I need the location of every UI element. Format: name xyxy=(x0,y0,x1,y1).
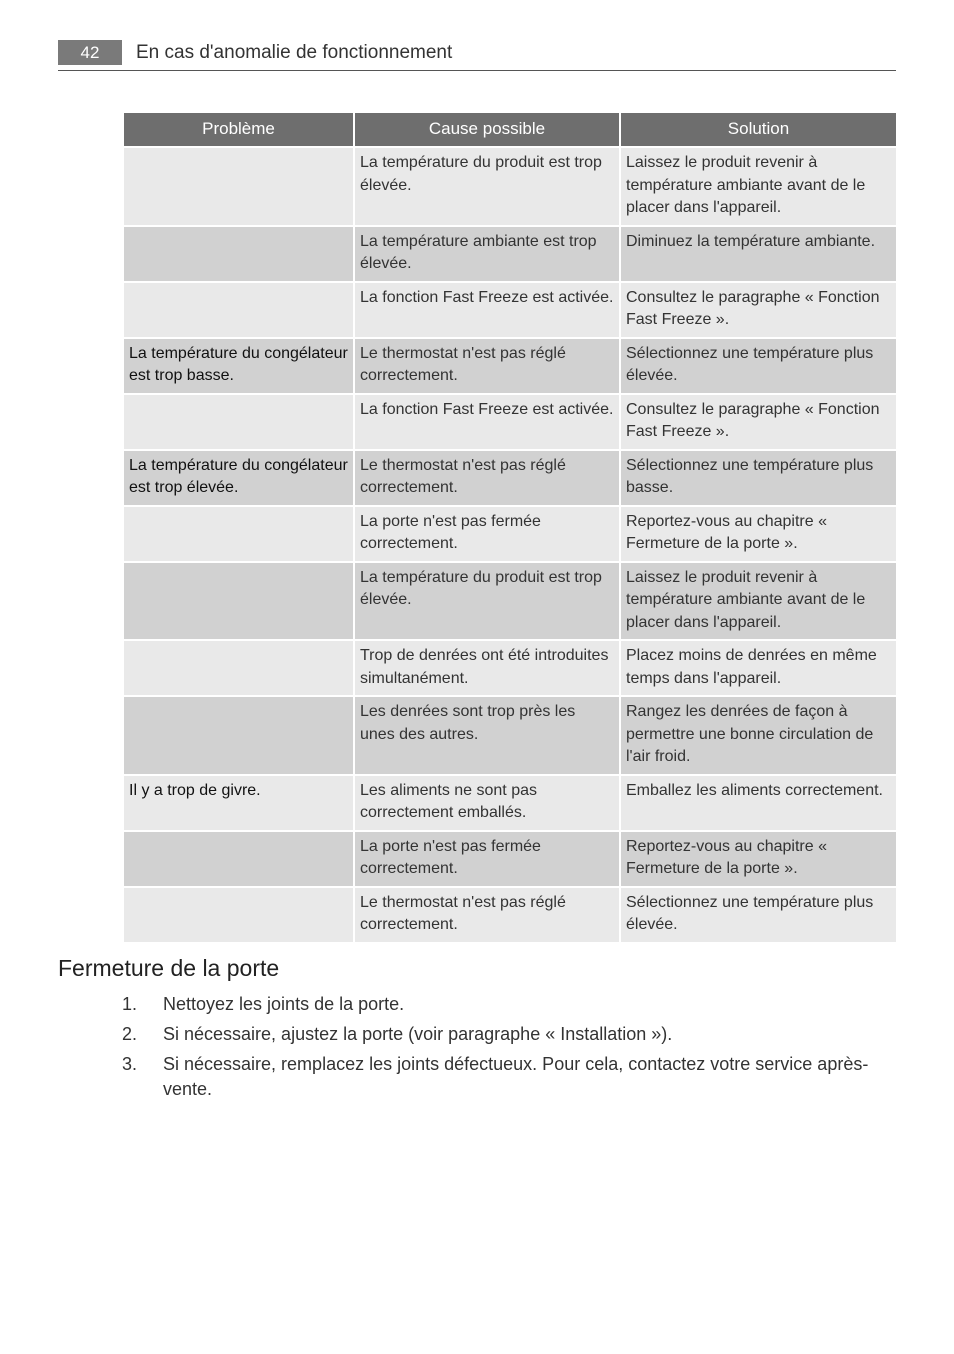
solution-cell: Consultez le paragraphe « Fonction Fast Freeze ». xyxy=(620,394,897,450)
problem-cell xyxy=(123,147,354,226)
cause-cell: La fonction Fast Freeze est activée. xyxy=(354,282,620,338)
cause-cell: Les aliments ne sont pas correctement emballés. xyxy=(354,775,620,831)
cause-cell: Les denrées sont trop près les unes des autres. xyxy=(354,696,620,775)
cause-cell: La température du produit est trop élevée. xyxy=(354,562,620,641)
table-row xyxy=(123,562,897,641)
table-row xyxy=(123,338,897,394)
problem-cell xyxy=(123,282,354,338)
solution-cell: Sélectionnez une température plus élevée. xyxy=(620,887,897,943)
table-row xyxy=(123,450,897,506)
solution-cell: Diminuez la température ambiante. xyxy=(620,226,897,282)
cause-cell: La température ambiante est trop élevée. xyxy=(354,226,620,282)
table-row xyxy=(123,696,897,775)
steps-list xyxy=(122,992,896,1107)
table-row xyxy=(123,506,897,562)
section-heading: Fermeture de la porte xyxy=(58,955,280,981)
problem-cell xyxy=(123,394,354,450)
cause-cell: Le thermostat n'est pas réglé correctement. xyxy=(354,887,620,943)
solution-cell: Placez moins de denrées en même temps dans l'appareil. xyxy=(620,640,897,696)
problem-cell xyxy=(123,640,354,696)
solution-cell: Sélectionnez une température plus basse. xyxy=(620,450,897,506)
table-row xyxy=(123,887,897,943)
table-row xyxy=(123,640,897,696)
page-header xyxy=(58,40,896,71)
table-row xyxy=(123,775,897,831)
cause-cell: La fonction Fast Freeze est activée. xyxy=(354,394,620,450)
page-number: 42 xyxy=(58,40,122,65)
table-row xyxy=(123,226,897,282)
problem-cell xyxy=(123,887,354,943)
solution-cell: Laissez le produit revenir à température ambiante avant de le placer dans l'appareil. xyxy=(620,562,897,641)
cause-cell: La température du produit est trop élevée. xyxy=(354,147,620,226)
troubleshooting-table xyxy=(122,111,898,944)
table-row xyxy=(123,147,897,226)
problem-cell xyxy=(123,226,354,282)
problem-cell: La température du congélateur est trop basse. xyxy=(123,338,354,394)
solution-cell: Emballez les aliments correctement. xyxy=(620,775,897,831)
solution-cell: Sélectionnez une température plus élevée. xyxy=(620,338,897,394)
chapter-title: En cas d'anomalie de fonctionnement xyxy=(136,42,453,63)
solution-cell: Reportez-vous au chapitre « Fermeture de la porte ». xyxy=(620,831,897,887)
list-item xyxy=(122,992,896,1017)
step-text: Si nécessaire, ajustez la porte (voir paragraphe « Installation »). xyxy=(163,1024,673,1044)
problem-cell xyxy=(123,831,354,887)
table-row xyxy=(123,282,897,338)
step-number: 3. xyxy=(122,1054,138,1074)
list-item xyxy=(122,1052,896,1102)
problem-cell: Il y a trop de givre. xyxy=(123,775,354,831)
cause-cell: Le thermostat n'est pas réglé correctement. xyxy=(354,338,620,394)
solution-cell: Consultez le paragraphe « Fonction Fast Freeze ». xyxy=(620,282,897,338)
solution-cell: Rangez les denrées de façon à permettre une bonne circulation de l'air froid. xyxy=(620,696,897,775)
step-number: 1. xyxy=(122,994,138,1014)
problem-cell xyxy=(123,506,354,562)
cause-cell: Trop de denrées ont été introduites simultanément. xyxy=(354,640,620,696)
solution-cell: Laissez le produit revenir à température ambiante avant de le placer dans l'appareil. xyxy=(620,147,897,226)
problem-cell xyxy=(123,696,354,775)
cause-cell: Le thermostat n'est pas réglé correctement. xyxy=(354,450,620,506)
list-item xyxy=(122,1022,896,1047)
column-header-problem: Problème xyxy=(123,112,354,147)
cause-cell: La porte n'est pas fermée correctement. xyxy=(354,506,620,562)
solution-cell: Reportez-vous au chapitre « Fermeture de la porte ». xyxy=(620,506,897,562)
problem-cell: La température du congélateur est trop élevée. xyxy=(123,450,354,506)
cause-cell: La porte n'est pas fermée correctement. xyxy=(354,831,620,887)
column-header-solution: Solution xyxy=(620,112,897,147)
step-text: Nettoyez les joints de la porte. xyxy=(163,994,405,1014)
table-row xyxy=(123,394,897,450)
step-text: Si nécessaire, remplacez les joints défectueux. Pour cela, contactez votre service après-vente. xyxy=(163,1054,869,1099)
problem-cell xyxy=(123,562,354,641)
column-header-cause: Cause possible xyxy=(354,112,620,147)
step-number: 2. xyxy=(122,1024,138,1044)
table-row xyxy=(123,831,897,887)
table-header-row xyxy=(123,112,897,147)
